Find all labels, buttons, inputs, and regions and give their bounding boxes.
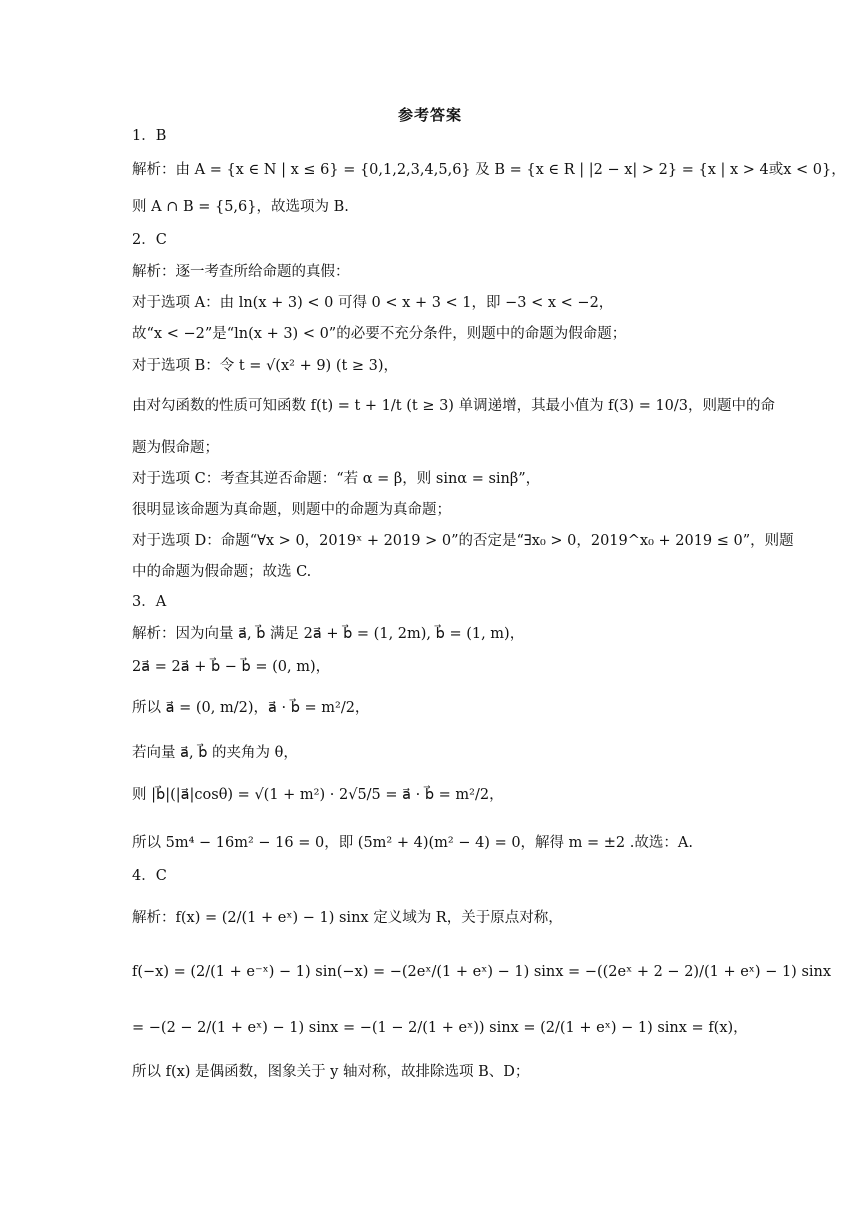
answer-line: 中的命题为假命题；故选 C. [132,564,312,580]
answer-line: 由对勾函数的性质可知函数 f(t) = t + 1/t (t ≥ 3) 单调递增，其最小值为 f(3) = 10/3，则题中的命 [132,398,776,414]
page-title: 参考答案 [397,106,462,124]
answer-line: 解析：逐一考查所给命题的真假： [132,264,350,280]
answer-line: 故“x < −2”是“ln(x + 3) < 0”的必要不充分条件，则题中的命题为假命题； [132,326,627,342]
answer-line: f(−x) = (2/(1 + e⁻ˣ) − 1) sin(−x) = −(2eˣ/(1 + eˣ) − 1) sinx = −((2eˣ + 2 − 2)/(1 + eˣ) − 1) sinx [132,964,832,980]
answer-line: 解析：f(x) = (2/(1 + eˣ) − 1) sinx 定义域为 R，关于原点对称， [132,910,563,926]
answer-line: 所以 f(x) 是偶函数，图象关于 y 轴对称，故排除选项 B、D； [132,1064,530,1080]
answer-line: 对于选项 C：考查其逆否命题：“若 α = β，则 sinα = sinβ”， [132,471,541,487]
answer-line: 4．C [132,868,167,884]
answer-line: 所以 5m⁴ − 16m² − 16 = 0，即 (5m² + 4)(m² − 4) = 0，解得 m = ±2 .故选：A. [132,835,693,851]
answer-line: 2．C [132,232,167,248]
answer-line: 很明显该命题为真命题，则题中的命题为真命题； [132,502,451,518]
answer-line: 则 A ∩ B = {5,6}，故选项为 B. [132,199,349,215]
answer-line: 1．B [132,128,167,144]
answer-line: 解析：因为向量 a⃗, b⃗ 满足 2a⃗ + b⃗ = (1, 2m), b⃗ = (1, m)， [132,626,525,642]
answer-line: 所以 a⃗ = (0, m/2)，a⃗ · b⃗ = m²/2， [132,700,370,716]
answer-line: 对于选项 D：命题“∀x > 0，2019ˣ + 2019 > 0”的否定是“∃x₀ > 0，2019^x₀ + 2019 ≤ 0”，则题 [132,533,794,549]
answer-line: 3．A [132,594,167,610]
answer-line: 若向量 a⃗, b⃗ 的夹角为 θ， [132,745,298,761]
answer-line: 2a⃗ = 2a⃗ + b⃗ − b⃗ = (0, m)， [132,659,331,675]
answer-line: 则 |b⃗|(|a⃗|cosθ) = √(1 + m²) · 2√5/5 = a⃗ · b⃗ = m²/2， [132,787,504,803]
answer-line: 对于选项 B：令 t = √(x² + 9) (t ≥ 3)， [132,358,399,374]
answer-line: 解析：由 A = {x ∈ N | x ≤ 6} = {0,1,2,3,4,5,6} 及 B = {x ∈ R | |2 − x| > 2} = {x | x > 4或x < 0}， [132,162,846,178]
answer-line: 对于选项 A：由 ln(x + 3) < 0 可得 0 < x + 3 < 1，即 −3 < x < −2， [132,295,614,311]
answer-line: 题为假命题； [132,440,219,456]
answer-line: = −(2 − 2/(1 + eˣ) − 1) sinx = −(1 − 2/(1 + eˣ)) sinx = (2/(1 + eˣ) − 1) sinx = f(x)， [132,1020,748,1036]
